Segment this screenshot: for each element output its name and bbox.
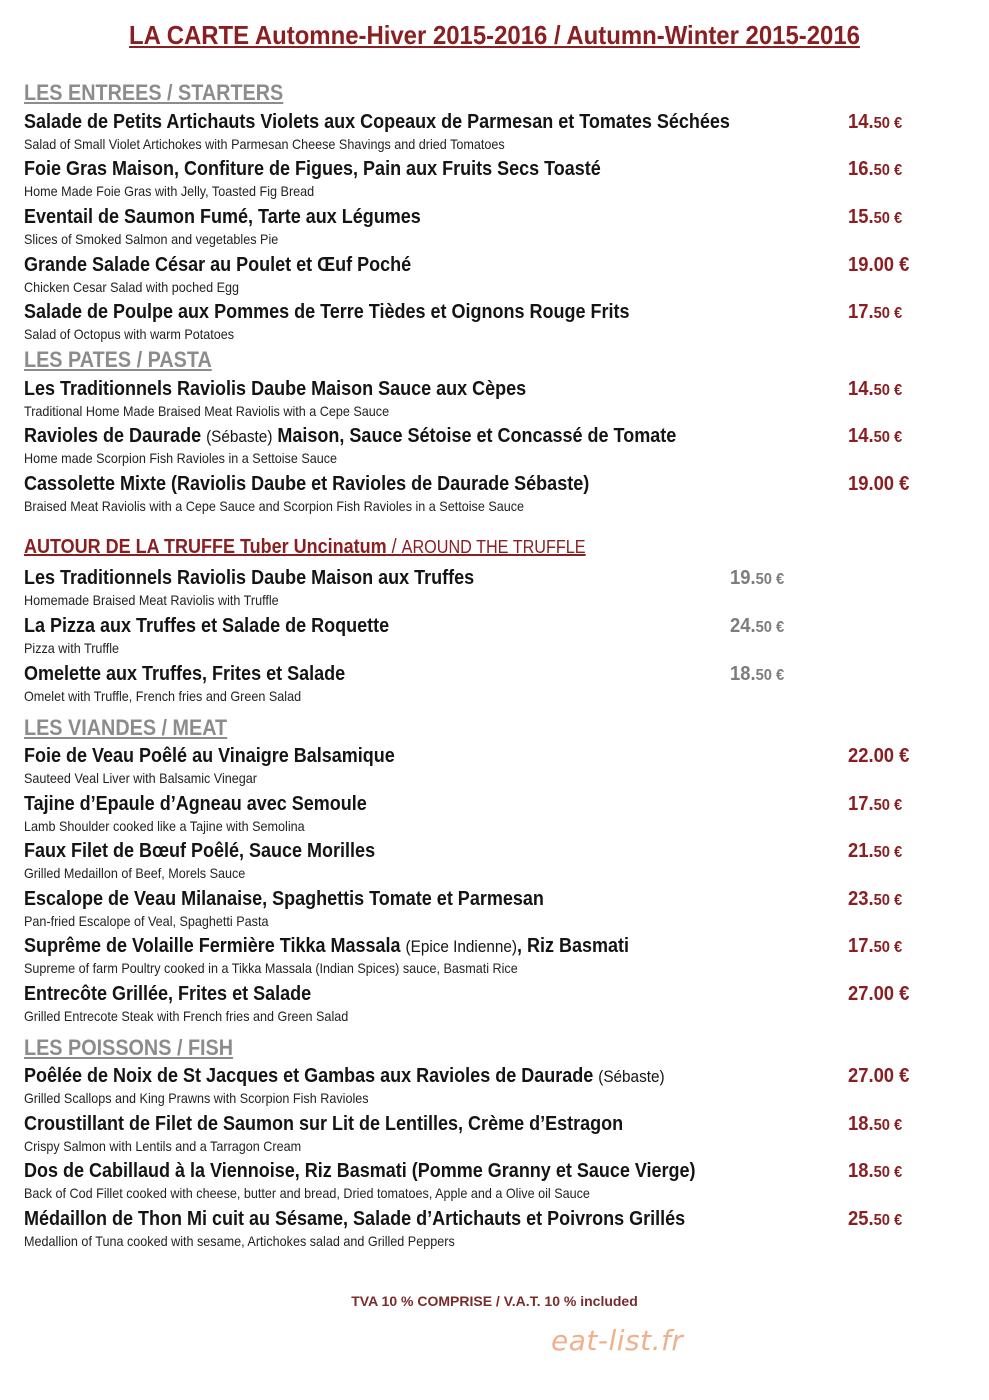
dish-description: Crispy Salmon with Lentils and a Tarragon Cream bbox=[24, 1138, 302, 1154]
menu-item bbox=[24, 378, 964, 424]
watermark: eat-list.fr bbox=[551, 1324, 684, 1357]
dish-name: Ravioles de Daurade (Sébaste) Maison, Sauce Sétoise et Concassé de Tomate bbox=[24, 425, 677, 447]
section-heading-fish: LES POISSONS / FISH bbox=[24, 1035, 234, 1060]
dish-name: Dos de Cabillaud à la Viennoise, Riz Basmati (Pomme Granny et Sauce Vierge) bbox=[24, 1160, 696, 1182]
dish-description: Grilled Scallops and King Prawns with Scorpion Fish Ravioles bbox=[24, 1090, 369, 1106]
dish-description: Salad of Small Violet Artichokes with Parmesan Cheese Shavings and dried Tomatoes bbox=[24, 136, 505, 152]
dish-price: 16.50 € bbox=[848, 158, 903, 180]
menu-item bbox=[24, 1113, 964, 1159]
dish-description: Pizza with Truffle bbox=[24, 640, 120, 656]
dish-price: 14.50 € bbox=[848, 111, 903, 133]
dish-name: Salade de Poulpe aux Pommes de Terre Tièdes et Oignons Rouge Frits bbox=[24, 301, 630, 323]
menu-item bbox=[24, 1160, 964, 1206]
dish-name: Suprême de Volaille Fermière Tikka Massala (Epice Indienne), Riz Basmati bbox=[24, 935, 629, 957]
dish-price: 22.00 € bbox=[848, 745, 910, 767]
dish-name: Tajine d’Epaule d’Agneau avec Semoule bbox=[24, 793, 367, 815]
dish-name: Croustillant de Filet de Saumon sur Lit de Lentilles, Crème d’Estragon bbox=[24, 1113, 624, 1135]
dish-description: Chicken Cesar Salad with poched Egg bbox=[24, 279, 240, 295]
dish-description: Home Made Foie Gras with Jelly, Toasted Fig Bread bbox=[24, 183, 315, 199]
vat-notice: TVA 10 % COMPRISE / V.A.T. 10 % included bbox=[351, 1293, 638, 1309]
menu-item bbox=[24, 158, 964, 204]
dish-description: Lamb Shoulder cooked like a Tajine with Semolina bbox=[24, 818, 305, 834]
dish-name: Cassolette Mixte (Raviolis Daube et Ravioles de Daurade Sébaste) bbox=[24, 473, 590, 495]
dish-name: La Pizza aux Truffes et Salade de Roquette bbox=[24, 615, 390, 637]
menu-item bbox=[24, 301, 964, 347]
dish-description: Traditional Home Made Braised Meat Raviolis with a Cepe Sauce bbox=[24, 403, 390, 419]
dish-price: 19.00 € bbox=[848, 254, 910, 276]
dish-description: Back of Cod Fillet cooked with cheese, butter and bread, Dried tomatoes, Apple and a Olive oil Sauce bbox=[24, 1185, 590, 1201]
menu-item bbox=[24, 425, 964, 471]
dish-description: Salad of Octopus with warm Potatoes bbox=[24, 326, 235, 342]
section-heading-starters: LES ENTREES / STARTERS bbox=[24, 80, 284, 105]
dish-price: 25.50 € bbox=[848, 1208, 903, 1230]
dish-description: Homemade Braised Meat Raviolis with Truffle bbox=[24, 592, 279, 608]
dish-description: Grilled Entrecote Steak with French fries and Green Salad bbox=[24, 1008, 349, 1024]
dish-price: 23.50 € bbox=[848, 888, 903, 910]
menu-item bbox=[24, 254, 964, 300]
dish-name: Escalope de Veau Milanaise, Spaghettis Tomate et Parmesan bbox=[24, 888, 544, 910]
menu-item bbox=[24, 935, 964, 981]
section-heading-meat: LES VIANDES / MEAT bbox=[24, 715, 228, 740]
dish-description: Sauteed Veal Liver with Balsamic Vinegar bbox=[24, 770, 258, 786]
dish-name: Les Traditionnels Raviolis Daube Maison Sauce aux Cèpes bbox=[24, 378, 527, 400]
menu-item bbox=[24, 888, 964, 934]
dish-price: 15.50 € bbox=[848, 206, 903, 228]
dish-price: 27.00 € bbox=[848, 1065, 910, 1087]
menu-item bbox=[24, 840, 964, 886]
section-heading-pasta: LES PATES / PASTA bbox=[24, 347, 212, 372]
dish-name: Grande Salade César au Poulet et Œuf Poché bbox=[24, 254, 412, 276]
dish-price: 19.50 € bbox=[730, 567, 785, 589]
dish-price: 14.50 € bbox=[848, 425, 903, 447]
dish-name: Salade de Petits Artichauts Violets aux Copeaux de Parmesan et Tomates Séchées bbox=[24, 111, 730, 133]
dish-name: Foie de Veau Poêlé au Vinaigre Balsamique bbox=[24, 745, 395, 767]
dish-description: Braised Meat Raviolis with a Cepe Sauce and Scorpion Fish Ravioles in a Settoise Sauce bbox=[24, 498, 525, 514]
dish-name: Faux Filet de Bœuf Poêlé, Sauce Morilles bbox=[24, 840, 376, 862]
dish-name: Poêlée de Noix de St Jacques et Gambas aux Ravioles de Daurade (Sébaste) bbox=[24, 1065, 665, 1087]
dish-price: 14.50 € bbox=[848, 378, 903, 400]
dish-description: Slices of Smoked Salmon and vegetables Pie bbox=[24, 231, 279, 247]
dish-price: 18.50 € bbox=[848, 1160, 903, 1182]
menu-item bbox=[24, 615, 964, 661]
menu-item bbox=[24, 1208, 964, 1254]
dish-description: Pan-fried Escalope of Veal, Spaghetti Pasta bbox=[24, 913, 269, 929]
menu-item bbox=[24, 206, 964, 252]
dish-name: Les Traditionnels Raviolis Daube Maison aux Truffes bbox=[24, 567, 475, 589]
dish-name: Omelette aux Truffes, Frites et Salade bbox=[24, 663, 346, 685]
dish-name: Entrecôte Grillée, Frites et Salade bbox=[24, 983, 312, 1005]
dish-description: Omelet with Truffle, French fries and Green Salad bbox=[24, 688, 302, 704]
menu-item bbox=[24, 663, 964, 709]
dish-description: Medallion of Tuna cooked with sesame, Artichokes salad and Grilled Peppers bbox=[24, 1233, 455, 1249]
menu-item bbox=[24, 473, 964, 519]
dish-price: 27.00 € bbox=[848, 983, 910, 1005]
dish-price: 21.50 € bbox=[848, 840, 903, 862]
menu-item bbox=[24, 111, 964, 157]
dish-price: 17.50 € bbox=[848, 793, 903, 815]
menu-title: LA CARTE Automne-Hiver 2015-2016 / Autumn-Winter 2015-2016 bbox=[129, 20, 860, 50]
dish-name: Foie Gras Maison, Confiture de Figues, Pain aux Fruits Secs Toasté bbox=[24, 158, 601, 180]
menu-item bbox=[24, 1065, 964, 1111]
dish-price: 17.50 € bbox=[848, 935, 903, 957]
dish-name: Eventail de Saumon Fumé, Tarte aux Légumes bbox=[24, 206, 421, 228]
menu-item bbox=[24, 745, 964, 791]
dish-price: 17.50 € bbox=[848, 301, 903, 323]
dish-price: 19.00 € bbox=[848, 473, 910, 495]
dish-description: Home made Scorpion Fish Ravioles in a Settoise Sauce bbox=[24, 450, 338, 466]
menu-item bbox=[24, 567, 964, 613]
dish-name: Médaillon de Thon Mi cuit au Sésame, Salade d’Artichauts et Poivrons Grillés bbox=[24, 1208, 686, 1230]
dish-description: Grilled Medaillon of Beef, Morels Sauce bbox=[24, 865, 246, 881]
dish-price: 24.50 € bbox=[730, 615, 785, 637]
dish-price: 18.50 € bbox=[730, 663, 785, 685]
menu-item bbox=[24, 983, 964, 1029]
dish-price: 18.50 € bbox=[848, 1113, 903, 1135]
section-heading-truffle: AUTOUR DE LA TRUFFE Tuber Uncinatum / AROUND THE TRUFFLE bbox=[24, 536, 586, 558]
dish-description: Supreme of farm Poultry cooked in a Tikka Massala (Indian Spices) sauce, Basmati Rice bbox=[24, 960, 518, 976]
menu-item bbox=[24, 793, 964, 839]
